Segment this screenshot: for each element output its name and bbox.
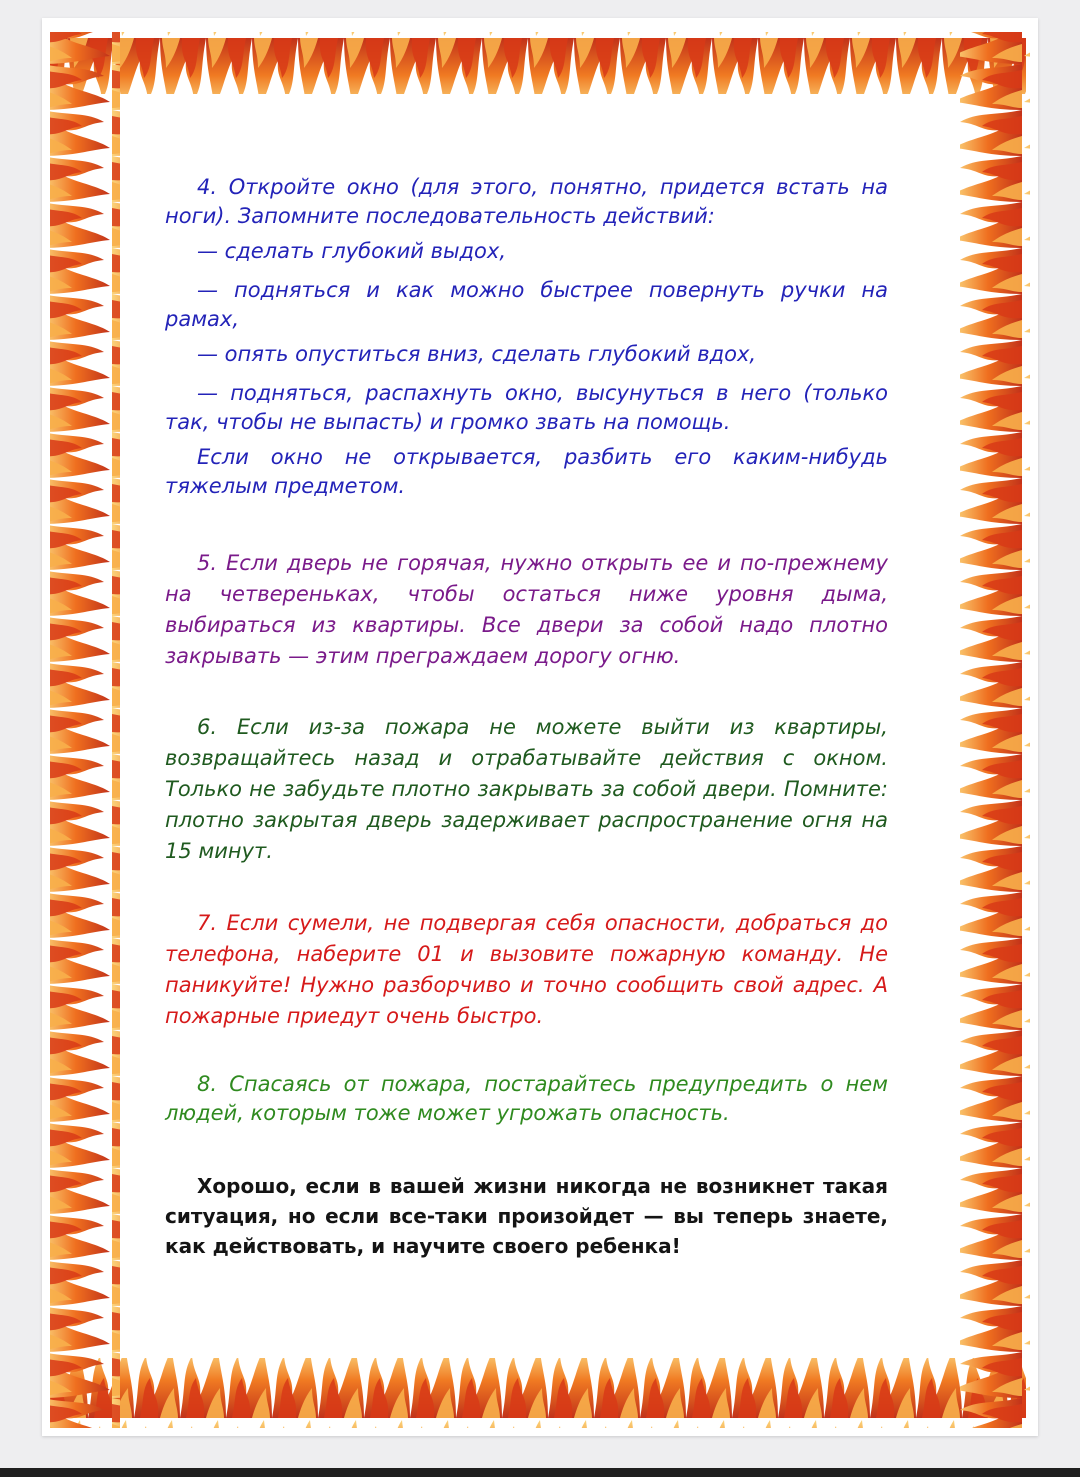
section-4-step-2: — подняться и как можно быстрее повернуть ручки на рамах, <box>165 278 888 331</box>
section-4-intro: 4. Откройте окно (для этого, понятно, придется встать на ноги). Запомните последовательность действий: <box>165 175 888 228</box>
section-5 <box>165 548 888 672</box>
section-7 <box>165 908 888 1032</box>
conclusion-text: Хорошо, если в вашей жизни никогда не возникнет такая ситуация, но если все-таки произойдет — вы теперь знаете, как действовать, и научите своего ребенка! <box>165 1174 888 1258</box>
section-6 <box>165 712 888 867</box>
document-page <box>42 18 1038 1436</box>
section-4 <box>165 173 888 501</box>
section-8-text: 8. Спасаясь от пожара, постарайтесь предупредить о нем людей, которым тоже может угрожать опасность. <box>165 1072 888 1125</box>
section-5-text: 5. Если дверь не горячая, нужно открыть ее и по-прежнему на четвереньках, чтобы остаться ниже уровня дыма, выбираться из квартиры. Все двери за собой надо плотно закрывать — этим преграждаем дорогу огню. <box>165 551 888 668</box>
section-4-step-1: — сделать глубокий выдох, <box>197 239 507 263</box>
conclusion <box>165 1171 888 1261</box>
section-7-text: 7. Если сумели, не подвергая себя опасности, добраться до телефона, наберите 01 и вызовите пожарную команду. Не паникуйте! Нужно разборчиво и точно сообщить свой адрес. А пожарные приедут очень быстро. <box>165 911 888 1028</box>
section-4-note: Если окно не открывается, разбить его каким-нибудь тяжелым предметом. <box>165 445 888 498</box>
section-4-step-3: — опять опуститься вниз, сделать глубокий вдох, <box>197 342 757 366</box>
section-4-step-4: — подняться, распахнуть окно, высунуться в него (только так, чтобы не выпасть) и громко звать на помощь. <box>165 381 888 434</box>
viewer-bottom-bar <box>0 1468 1080 1477</box>
section-6-text: 6. Если из-за пожара не можете выйти из квартиры, возвращайтесь назад и отрабатывайте действия с окном. Только не забудьте плотно закрывать за собой двери. Помните: плотно закрытая дверь задерживает распространение огня на 15 минут. <box>165 715 888 863</box>
section-8 <box>165 1070 888 1128</box>
